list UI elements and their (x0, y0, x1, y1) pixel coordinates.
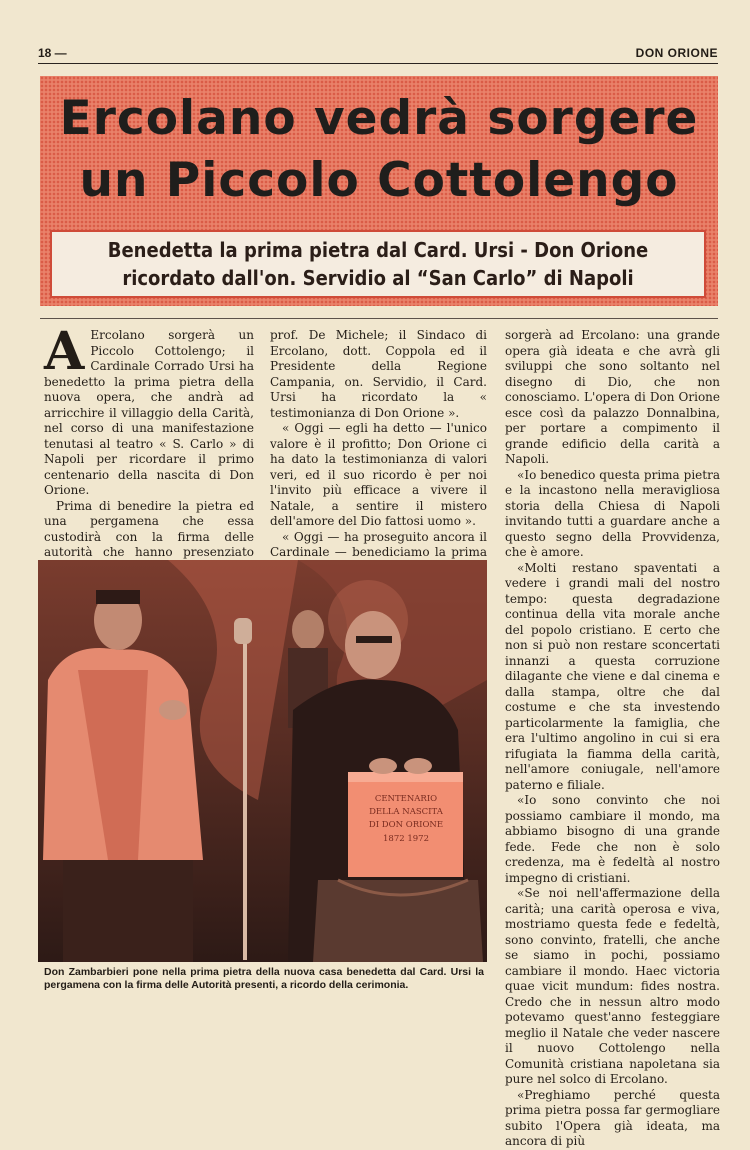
stone-inscription-line: DELLA NASCITA (369, 807, 443, 817)
stone-inscription-line: DI DON ORIONE (368, 820, 444, 830)
photo-illustration (38, 560, 487, 962)
subheadline (52, 232, 704, 292)
paragraph: Prima di benedire la pietra ed una pergamena che essa custodirà con la firma delle autorità che hanno presenziato (44, 498, 254, 559)
paragraph: «Se noi nell'affermazione della carità; una carità operosa e viva, mostriamo questa fede e fedeltà, sono convinto, fratelli, che anche se siamo in pochi, possiamo cambiare il mondo. Haec victoria quae vicit mundum: fides nostra. Credo che in nessun altro modo potevamo quest'anno festeggiare meglio il Natale che veder nascere il nuovo Cottolengo nella Comunità cristiana napoletana sia pure nel solco di Ercolano. (505, 886, 720, 1086)
paragraph: « Oggi — ha proseguito ancora il Cardinale — benediciamo la prima (270, 529, 487, 559)
running-header (38, 46, 718, 64)
paragraph: «Molti restano spaventati a vedere i grandi mali del nostro tempo: questa degradazione continua della vita morale anche del popolo cristiano. E certo che non si può non restare sconcertati innanzi a questa corruzione dilagante che viene e dal cinema e dalla stampa, oltre che dal costume e che sta investendo particolarmente la famiglia, che era l'ultimo angolino in cui si era rifugiata la fiamma della carità, nell'amore coniugale, nell'amore paterno e filiale. (505, 560, 720, 792)
stone-inscription-line: 1872 1972 (383, 834, 429, 844)
ceremony-photo (38, 560, 487, 962)
article-column-2 (270, 328, 487, 576)
paragraph: «Io benedico questa prima pietra e la incastono nella meravigliosa storia della Chiesa di Napoli invitando tutti a guardare anche a questo segno della Provvidenza, che è amore. (505, 467, 720, 559)
stone-inscription-line: CENTENARIO (374, 794, 438, 804)
page-number: 18 — (38, 46, 67, 60)
subheadline-line-2: ricordato dall'on. Servidio al “San Carlo” di Napoli (122, 266, 634, 290)
drop-cap: A (44, 321, 85, 382)
subheadline-line-1: Benedetta la prima pietra dal Card. Ursi - Don Orione (107, 238, 649, 262)
headline (40, 88, 718, 212)
article-column-3 (505, 328, 720, 1150)
headline-line-1: Ercolano vedrà sorgere (59, 91, 699, 146)
headline-line-2: un Piccolo Cottolengo (79, 153, 679, 208)
article-top-rule (40, 318, 718, 319)
paragraph: prof. De Michele; il Sindaco di Ercolano, dott. Coppola ed il Presidente della Regione Campania, on. Servidio, il Card. Ursi ha ricordato la « testimonianza di Don Orione ». (270, 328, 487, 420)
subheadline-box (50, 230, 706, 298)
magazine-name: DON ORIONE (635, 46, 718, 60)
paragraph: sorgerà ad Ercolano: una grande opera già ideata e che avrà gli sviluppi che sono soltanto nel disegno di Dio, che non conosciamo. L'opera di Don Orione esce così da palazzo Donnalbina, per portare a compimento il grande edificio della carità a Napoli. (505, 328, 720, 466)
photo-caption: Don Zambarbieri pone nella prima pietra della nuova casa benedetta dal Card. Ursi la pergamena con la firma delle Autorità presenti, a ricordo della cerimonia. (44, 966, 484, 991)
header-rule (38, 63, 718, 64)
paragraph: « Oggi — egli ha detto — l'unico valore è il profitto; Don Orione ci ha dato la testimonianza di valori veri, ed il suo ricordo è per noi l'invito più efficace a vivere il Natale, a sentire il mistero dell'amore del Dio fattosi uomo ». (270, 421, 487, 528)
paragraph: «Io sono convinto che noi possiamo cambiare il mondo, ma abbiamo bisogno di una grande fede. Fede che non è solo credenza, ma è fedeltà al nostro impegno di cristiani. (505, 793, 720, 885)
paragraph: A Ercolano sorgerà un Piccolo Cottolengo; il Cardinale Corrado Ursi ha benedetto la prima pietra della nuova opera, che andrà ad arricchire il villaggio della Carità, nel corso di una manifestazione tenutasi al teatro « S. Carlo » di Napoli per ricordare il primo centenario della nascita di Don Orione. (44, 321, 254, 497)
paragraph: «Preghiamo perché questa prima pietra possa far germogliare subito l'Opera già ideata, ma ancora di più (505, 1087, 720, 1148)
headline-block (40, 76, 718, 306)
